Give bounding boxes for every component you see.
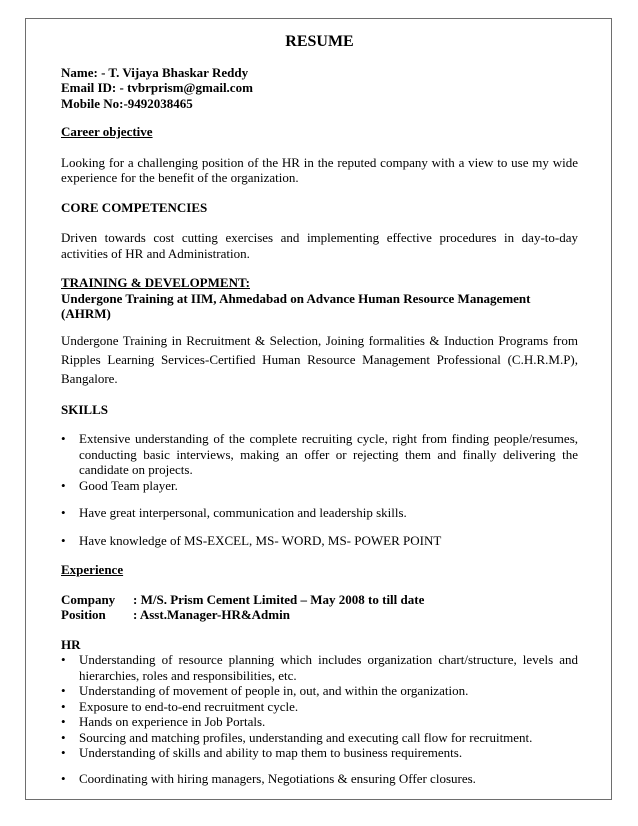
hr-list-item: • Understanding of resource planning which includes organization chart/structure, levels and hierarchies, roles and responsibilities, etc. [61,652,578,683]
hr-list-item: • Sourcing and matching profiles, understanding and executing call flow for recruitment. [61,730,578,746]
skills-list [61,431,578,548]
training-section [61,275,578,388]
core-text: Driven towards cost cutting exercises and implementing effective procedures in day-to-day activities of HR and Administration. [61,230,578,261]
skills-heading: SKILLS [61,401,108,417]
hr-list-item: • Understanding of movement of people in, out, and within the organization. [61,683,578,699]
resume-document [61,34,578,786]
hr-list-item: • Hands on experience in Job Portals. [61,714,578,730]
career-section [61,124,578,186]
skills-list-item: • Have great interpersonal, communication and leadership skills. [61,505,578,521]
experience-section [61,562,578,623]
training-subheading: Undergone Training at IIM, Ahmedabad on Advance Human Resource Management (AHRM) [61,290,531,321]
resume-title: RESUME [285,33,354,50]
company-row [61,592,578,608]
hr-list-item: • Coordinating with hiring managers, Negotiations & ensuring Offer closures. [61,771,578,787]
experience-heading: Experience [61,562,124,577]
contact-mobile: Mobile No:-9492038465 [61,95,193,111]
company-label: Company [61,591,116,607]
core-heading: CORE COMPETENCIES [61,199,208,215]
core-section [61,200,578,262]
hr-list-item: • Understanding of skills and ability to map them to business requirements. [61,745,578,761]
career-heading: Career objective [61,124,153,139]
hr-section [61,637,578,787]
contact-name: Name: - T. Vijaya Bhaskar Reddy [61,64,249,80]
training-heading: TRAINING & DEVELOPMENT: [61,275,250,290]
hr-list-item: • Exposure to end-to-end recruitment cycle. [61,699,578,715]
skills-list-item: • Have knowledge of MS-EXCEL, MS- WORD, MS- POWER POINT [61,533,578,549]
contact-block [61,65,578,112]
training-text: Undergone Training in Recruitment & Selection, Joining formalities & Induction Programs from Ripples Learning Services-Certified Human Resource Management Professional (C.H.R.M.P), Bangalore. [61,332,578,386]
position-row [61,607,578,623]
contact-email: Email ID: - tvbrprism@gmail.com [61,80,253,95]
skills-section [61,402,578,549]
career-text: Looking for a challenging position of the HR in the reputed company with a view to use my wide experience for the benefit of the organization. [61,154,578,185]
position-value: : Asst.Manager-HR&Admin [133,607,290,622]
position-label: Position [61,607,106,622]
hr-list [61,652,578,786]
skills-list-item: • Good Team player. [61,478,578,494]
hr-heading: HR [61,636,81,652]
skills-list-item: • Extensive understanding of the complete recruiting cycle, right from finding people/resumes, conducting basic interviews, making an offer or rejecting them and finally delivering the candidate on projects. [61,431,578,478]
company-value: : M/S. Prism Cement Limited – May 2008 to till date [133,591,425,607]
